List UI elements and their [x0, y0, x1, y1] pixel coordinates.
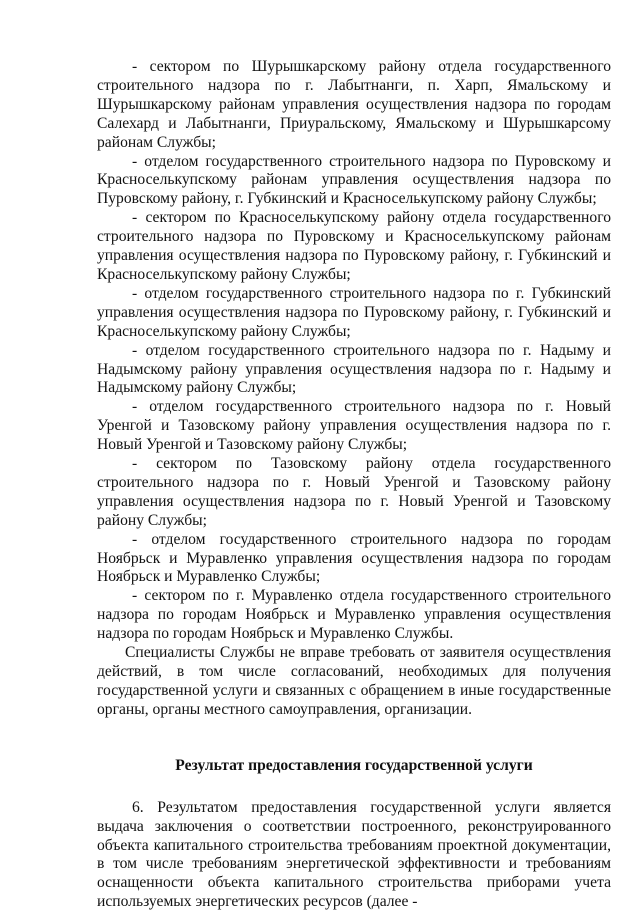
paragraph-result-6: 6. Результатом предоставления государственной услуги является выдача заключения о соответствии построенного, реконструированного объекта капитального строительства требованиям проектной документации, в том числе требованиям энергетической эффективности и требованиям оснащенности объекта капитального строительства приборами учета используемых энергетических ресурсов (далее -: [97, 798, 611, 911]
paragraph-shuryshkar-sector: - сектором по Шурышкарскому району отдела государственного строительного надзора по г. Лабытнанги, п. Харп, Ямальскому и Шурышкарскому районам управления осуществления надзора по городам Салехард и Лабытнанги, Приуральскому, Ямальскому и Шурышкарсому районам Службы;: [97, 58, 611, 151]
paragraph-specialists-restriction: Специалисты Службы не вправе требовать от заявителя осуществления действий, в том числе согласований, необходимых для получения государственной услуги и связанных с обращением в иные государственные органы, органы местного самоуправления, организации.: [97, 644, 611, 718]
paragraph-noyabrsk-department: - отделом государственного строительного надзора по городам Ноябрьск и Муравленко управления осуществления надзора по городам Ноябрьск и Муравленко Службы;: [97, 530, 611, 586]
paragraph-novy-urengoy-department: - отделом государственного строительного надзора по г. Новый Уренгой и Тазовскому району управления осуществления надзора по г. Новый Уренгой и Тазовскому району Службы;: [97, 398, 611, 454]
paragraph-gubkinsky-department: - отделом государственного строительного надзора по г. Губкинский управления осуществления надзора по Пуровскому району, г. Губкинский и Красноселькупскому району Службы;: [97, 284, 611, 340]
paragraph-purovsky-department: - отделом государственного строительного надзора по Пуровскому и Красноселькупскому районам управления осуществления надзора по Пуровскому району, г. Губкинский и Красноселькупскому району Службы;: [97, 152, 611, 208]
section-heading: Результат предоставления государственной услуги: [175, 756, 533, 774]
paragraph-muravlenko-sector: - сектором по г. Муравленко отдела государственного строительного надзора по городам Ноябрьск и Муравленко управления осуществления надзора по городам Ноябрьск и Муравленко Службы.: [97, 587, 611, 643]
paragraph-krasnoselkup-sector: - сектором по Красноселькупскому району отдела государственного строительного надзора по Пуровскому и Красноселькупскому районам управления осуществления надзора по Пуровскому району, г. Губкинский и Красноселькупскому району Службы;: [97, 209, 611, 283]
paragraph-tazovsky-sector: - сектором по Тазовскому району отдела государственного строительного надзора по г. Новый Уренгой и Тазовскому району управления осуществления надзора по г. Новый Уренгой и Тазовскому району Службы;: [97, 455, 611, 529]
document-body: [97, 58, 611, 912]
paragraph-nadym-department: - отделом государственного строительного надзора по г. Надыму и Надымскому району управления осуществления надзора по г. Надыму и Надымскому району Службы;: [97, 341, 611, 397]
